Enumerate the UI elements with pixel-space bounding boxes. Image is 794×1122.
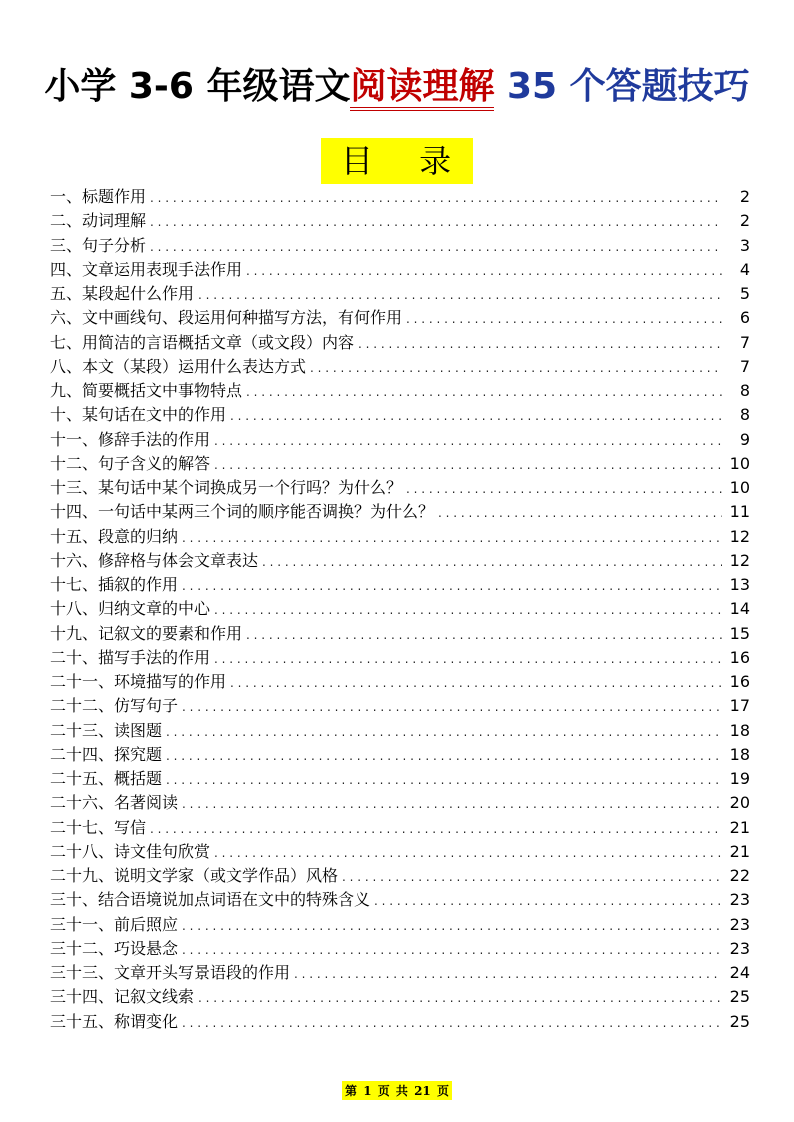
- toc-entry-page: 9: [739, 429, 750, 449]
- dot-leader: [214, 841, 722, 865]
- toc-entry-label: 十六、修辞格与体会文章表达: [50, 550, 259, 570]
- toc-entry-page: 5: [739, 284, 750, 303]
- toc-entry[interactable]: [50, 913, 750, 937]
- toc-entry[interactable]: [50, 743, 750, 767]
- toc-entry-label: 二十九、说明文学家（或文学作品）风格: [50, 866, 339, 885]
- toc-entry[interactable]: [50, 597, 750, 621]
- toc-entry-page: 23: [729, 938, 750, 958]
- toc-entry-label: 十三、某句话中某个词换成另一个行吗？为什么？: [50, 478, 403, 497]
- toc-entry[interactable]: [50, 573, 750, 597]
- toc-entry[interactable]: [50, 719, 750, 743]
- toc-entry-label: 四、文章运用表现手法作用: [50, 259, 243, 279]
- toc-entry[interactable]: [50, 476, 750, 500]
- dot-leader: [246, 259, 722, 283]
- toc-entry-label: 五、某段起什么作用: [50, 284, 195, 303]
- dot-leader: [294, 962, 722, 986]
- toc-entry-label: 十八、归纳文章的中心: [50, 599, 211, 619]
- toc-entry-label: 二十五、概括题: [50, 769, 163, 788]
- toc-entry[interactable]: [50, 694, 750, 718]
- toc-entry[interactable]: [50, 500, 750, 524]
- toc-entry-page: 14: [729, 599, 750, 619]
- toc-entry-page: 18: [729, 744, 750, 764]
- toc-heading-container: [0, 138, 794, 184]
- toc-entry-label: 十七、插叙的作用: [50, 575, 179, 594]
- toc-entry[interactable]: [50, 355, 750, 379]
- toc-entry[interactable]: [50, 864, 750, 888]
- toc-entry-label: 二十七、写信: [50, 817, 147, 837]
- toc-entry-page: 22: [729, 866, 750, 885]
- toc-entry[interactable]: [50, 428, 750, 452]
- dot-leader: [182, 695, 722, 719]
- table-of-contents: [50, 185, 750, 1034]
- toc-entry-label: 二十、描写手法的作用: [50, 647, 211, 667]
- toc-entry-label: 六、文中画线句、段运用何种描写方法，有何作用: [50, 308, 403, 328]
- dot-leader: [406, 477, 722, 501]
- dot-leader: [214, 429, 722, 453]
- dot-leader: [374, 889, 722, 913]
- toc-entry[interactable]: [50, 234, 750, 258]
- toc-entry[interactable]: [50, 816, 750, 840]
- dot-leader: [342, 865, 722, 889]
- toc-entry-label: 十五、段意的归纳: [50, 526, 179, 546]
- toc-entry[interactable]: [50, 937, 750, 961]
- toc-entry-label: 八、本文（某段）运用什么表达方式: [50, 356, 307, 376]
- toc-entry[interactable]: [50, 306, 750, 330]
- toc-entry-label: 二十六、名著阅读: [50, 793, 179, 813]
- toc-entry[interactable]: [50, 985, 750, 1009]
- toc-entry-page: 21: [729, 817, 750, 837]
- toc-entry-label: 三十五、称谓变化: [50, 1011, 179, 1031]
- toc-entry-page: 23: [729, 914, 750, 934]
- dot-leader: [150, 235, 722, 259]
- toc-entry-label: 三十三、文章开头写景语段的作用: [50, 963, 291, 982]
- toc-entry-label: 二、动词理解: [50, 211, 147, 231]
- toc-entry[interactable]: [50, 549, 750, 573]
- toc-entry-label: 二十八、诗文佳句欣赏: [50, 841, 211, 861]
- dot-leader: [198, 283, 722, 307]
- dot-leader: [182, 938, 722, 962]
- toc-entry[interactable]: [50, 258, 750, 282]
- toc-entry[interactable]: [50, 331, 750, 355]
- toc-entry-page: 20: [729, 793, 750, 813]
- dot-leader: [182, 526, 722, 550]
- dot-leader: [262, 550, 722, 574]
- toc-entry-page: 13: [729, 575, 750, 594]
- dot-leader: [358, 332, 722, 356]
- toc-entry-label: 十一、修辞手法的作用: [50, 429, 211, 449]
- dot-leader: [166, 720, 722, 744]
- toc-entry-page: 2: [739, 211, 750, 231]
- toc-entry-page: 25: [729, 1011, 750, 1031]
- dot-leader: [246, 623, 722, 647]
- toc-entry-label: 二十二、仿写句子: [50, 696, 179, 716]
- toc-entry-page: 10: [729, 478, 750, 497]
- toc-entry-page: 8: [739, 381, 750, 400]
- toc-entry-page: 11: [729, 502, 750, 522]
- dot-leader: [230, 671, 722, 695]
- toc-entry-page: 12: [729, 550, 750, 570]
- toc-entry-label: 七、用简洁的言语概括文章（或文段）内容: [50, 332, 355, 352]
- toc-entry-label: 十二、句子含义的解答: [50, 453, 211, 473]
- toc-entry-page: 24: [729, 963, 750, 982]
- toc-entry-label: 三十四、记叙文线索: [50, 987, 195, 1007]
- toc-entry-page: 21: [729, 841, 750, 861]
- toc-entry-label: 十、某句话在文中的作用: [50, 405, 227, 425]
- toc-entry[interactable]: [50, 209, 750, 233]
- toc-entry-page: 10: [729, 453, 750, 473]
- toc-entry-page: 23: [729, 890, 750, 910]
- dot-leader: [230, 404, 722, 428]
- toc-entry-label: 二十一、环境描写的作用: [50, 672, 227, 691]
- dot-leader: [166, 744, 722, 768]
- dot-leader: [214, 598, 722, 622]
- dot-leader: [198, 986, 722, 1010]
- toc-entry-label: 三十、结合语境说加点词语在文中的特殊含义: [50, 890, 371, 910]
- dot-leader: [182, 1011, 722, 1035]
- toc-entry-page: 7: [739, 356, 750, 376]
- toc-entry-page: 7: [739, 332, 750, 352]
- dot-leader: [166, 768, 722, 792]
- toc-entry-page: 15: [729, 623, 750, 643]
- title-part-reading: 阅读理解: [350, 66, 494, 111]
- toc-entry-label: 一、标题作用: [50, 187, 147, 206]
- dot-leader: [150, 186, 722, 210]
- toc-entry-page: 25: [729, 987, 750, 1007]
- dot-leader: [182, 792, 722, 816]
- toc-entry-label: 二十四、探究题: [50, 744, 163, 764]
- toc-entry-page: 12: [729, 526, 750, 546]
- page-number: 第 1 页 共 21 页: [342, 1081, 452, 1100]
- toc-entry[interactable]: [50, 1010, 750, 1034]
- toc-entry-label: 十四、一句话中某两三个词的顺序能否调换？为什么？: [50, 502, 435, 522]
- title-part-tips: 35 个答题技巧: [494, 66, 750, 107]
- toc-entry-page: 3: [739, 235, 750, 255]
- toc-entry-page: 18: [729, 720, 750, 740]
- toc-heading: 目 录: [321, 138, 473, 184]
- toc-entry[interactable]: [50, 185, 750, 209]
- dot-leader: [310, 356, 722, 380]
- toc-entry-page: 2: [739, 187, 750, 206]
- dot-leader: [438, 501, 722, 525]
- dot-leader: [182, 574, 722, 598]
- toc-entry-page: 19: [729, 769, 750, 788]
- toc-entry[interactable]: [50, 961, 750, 985]
- toc-entry-page: 6: [739, 308, 750, 328]
- toc-entry-page: 8: [739, 405, 750, 425]
- toc-entry[interactable]: [50, 840, 750, 864]
- toc-entry[interactable]: [50, 670, 750, 694]
- toc-entry-label: 三十二、巧设悬念: [50, 938, 179, 958]
- dot-leader: [150, 817, 722, 841]
- toc-entry[interactable]: [50, 525, 750, 549]
- toc-entry-label: 三十一、前后照应: [50, 914, 179, 934]
- toc-entry-page: 16: [729, 672, 750, 691]
- toc-entry[interactable]: [50, 403, 750, 427]
- toc-entry[interactable]: [50, 791, 750, 815]
- dot-leader: [150, 210, 722, 234]
- toc-entry[interactable]: [50, 767, 750, 791]
- toc-entry[interactable]: [50, 282, 750, 306]
- dot-leader: [182, 914, 722, 938]
- toc-entry-label: 二十三、读图题: [50, 720, 163, 740]
- toc-entry-page: 4: [739, 259, 750, 279]
- toc-entry[interactable]: [50, 622, 750, 646]
- toc-entry[interactable]: [50, 452, 750, 476]
- toc-entry[interactable]: [50, 646, 750, 670]
- dot-leader: [406, 307, 722, 331]
- toc-entry-label: 三、句子分析: [50, 235, 147, 255]
- toc-entry[interactable]: [50, 888, 750, 912]
- page-footer: [0, 1080, 794, 1100]
- toc-entry-label: 九、简要概括文中事物特点: [50, 381, 243, 400]
- dot-leader: [246, 380, 722, 404]
- toc-entry[interactable]: [50, 379, 750, 403]
- dot-leader: [214, 647, 722, 671]
- toc-entry-page: 17: [729, 696, 750, 716]
- document-title: [0, 58, 794, 109]
- title-part-grade: 小学 3-6 年级语文: [44, 66, 351, 107]
- dot-leader: [214, 453, 722, 477]
- toc-entry-page: 16: [729, 647, 750, 667]
- toc-entry-label: 十九、记叙文的要素和作用: [50, 623, 243, 643]
